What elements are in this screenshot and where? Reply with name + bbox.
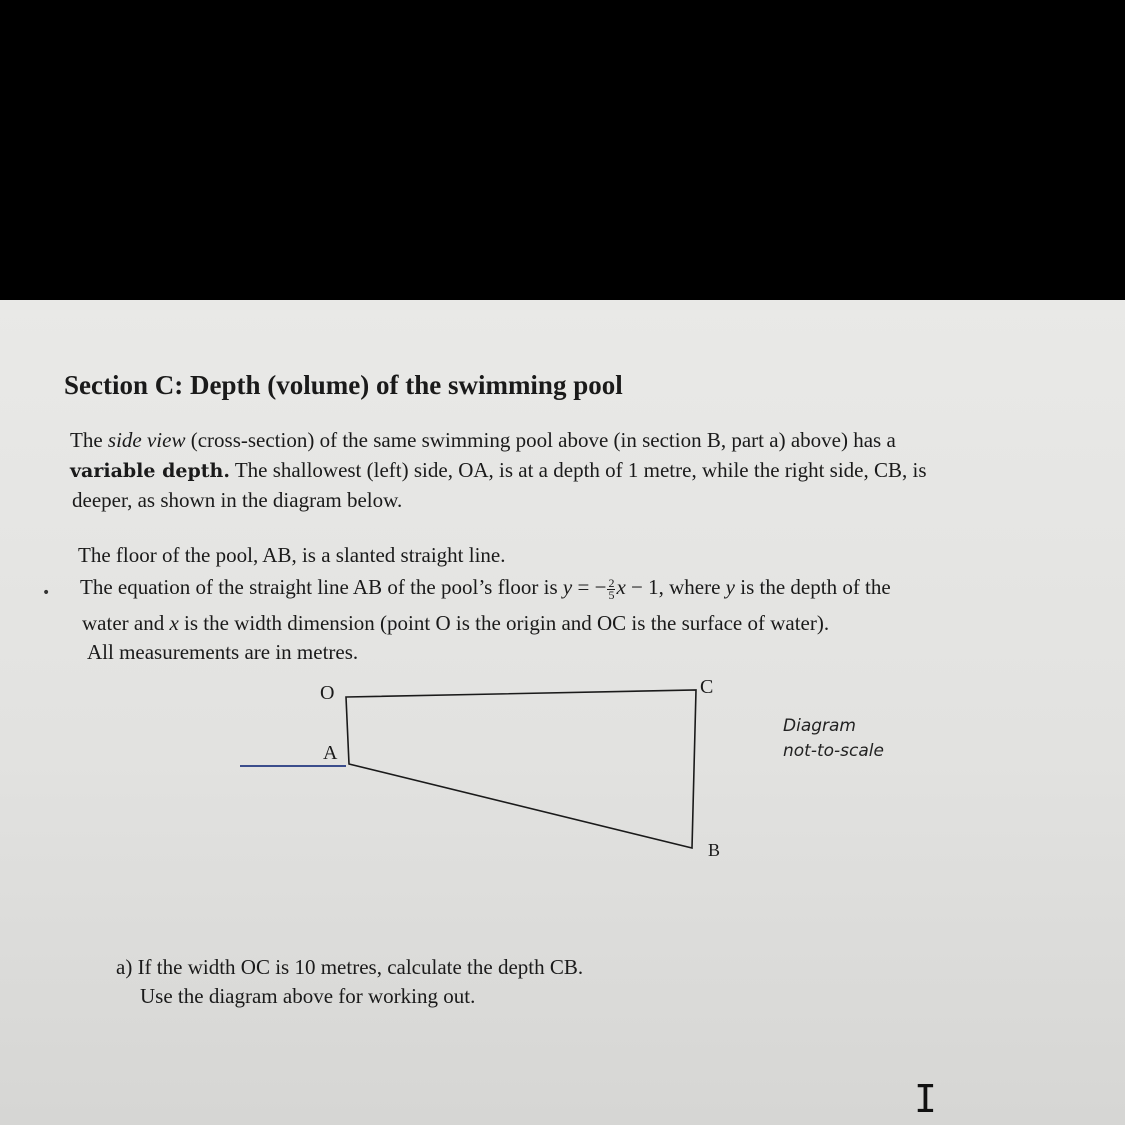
diagram-note-line-2: not-to-scale [783,741,884,761]
eq-equals: = − [572,575,607,599]
intro-line-1 [70,428,896,453]
intro-text-c: (cross-section) of the same swimming pool above (in section B, part a) above) has a [185,428,896,452]
bullet-mark: • [42,585,51,601]
eq-denominator: 5 [608,587,615,602]
label-b: B [708,840,721,860]
floor-text-2a: The equation of the straight line AB of the pool’s floor is [80,575,563,599]
floor-line-2 [80,575,891,601]
intro-line-3: deeper, as shown in the diagram below. [72,488,403,512]
eq-tail: − 1, where [625,575,726,599]
intro-side-view: side view [107,428,186,452]
floor-text-3a: water and [82,611,170,635]
eq-y: y [562,575,573,599]
eq-numerator: 2 [608,575,615,590]
text-cursor-icon: I [914,1077,937,1121]
intro-line-2 [70,458,927,483]
floor-y-var: y [725,575,735,599]
question-line-2: Use the diagram above for working out. [140,984,476,1008]
diagram-note-line-1: Diagram [783,716,856,736]
eq-x: x [616,575,626,599]
floor-text-3b: is the width dimension (point O is the origin and OC is the surface of water). [178,611,830,635]
label-a: A [323,742,338,764]
intro-text-2b: The shallowest (left) side, OA, is at a depth of 1 metre, while the right side, CB, is [229,458,927,482]
intro-text-a: The [70,428,108,452]
floor-x-var: x [169,611,179,635]
floor-line-4: All measurements are in metres. [87,640,359,664]
floor-line-3 [82,611,829,636]
label-c: C [700,676,714,698]
label-o: O [320,682,335,704]
floor-text-2b: is the depth of the [735,575,891,599]
intro-variable-depth: variable depth. [70,460,230,482]
floor-line-1: The floor of the pool, AB, is a slanted straight line. [78,543,506,567]
section-heading: Section C: Depth (volume) of the swimming pool [64,370,623,400]
question-line-1: a) If the width OC is 10 metres, calculate the depth CB. [116,955,584,979]
eq-fraction [607,575,615,602]
